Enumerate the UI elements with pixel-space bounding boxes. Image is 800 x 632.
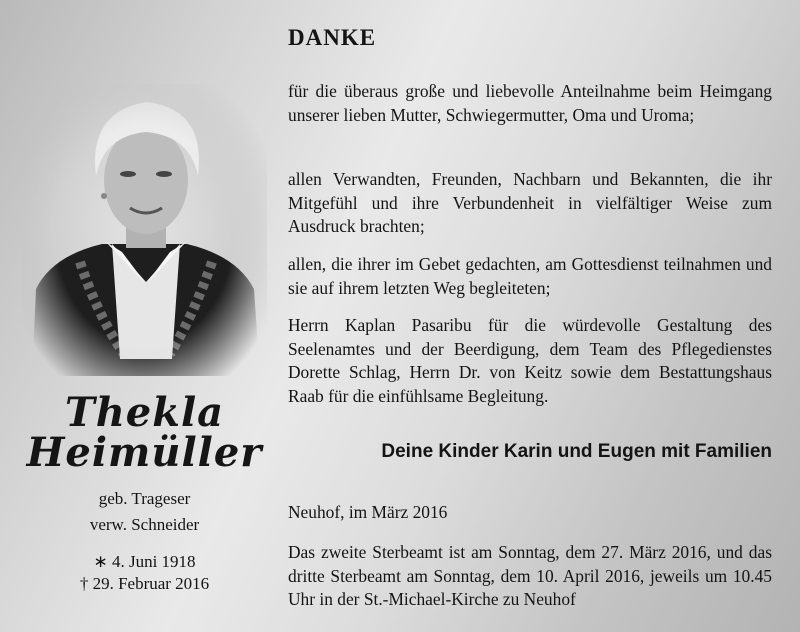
birth-date: ∗ 4. Juni 1918 (93, 552, 196, 571)
life-dates (22, 551, 267, 595)
death-date: † 29. Februar 2016 (79, 574, 210, 593)
paragraph-4: Herrn Kaplan Pasaribu für die würdevolle Gestaltung des Seelenamtes und der Beerdigung, dem Team des Pflegedienstes Dorette Schlag, Herrn Dr. von Keitz sowie dem Bestattungshaus Raab für die einfühlsame Begleitung. (288, 315, 772, 406)
deceased-name (22, 389, 267, 476)
names-info (22, 486, 267, 538)
paragraph-2: allen Verwandten, Freunden, Nachbarn und Bekannten, die ihr Mitgefühl und ihre Verbundenheit in vielfältiger Weise zum Ausdruck brachten; (288, 169, 772, 236)
maiden-name: geb. Trageser (98, 489, 191, 508)
place-date: Neuhof, im März 2016 (288, 502, 448, 522)
heading: DANKE (288, 25, 377, 50)
paragraph-1: für die überaus große und liebevolle Anteilnahme beim Heimgang unserer lieben Mutter, Schwiegermutter, Oma und Uroma; (288, 81, 772, 125)
widowed-name: verw. Schneider (89, 515, 200, 534)
last-name: Heimüller (26, 429, 263, 476)
portrait-photo (22, 84, 267, 376)
first-name: Thekla (64, 389, 225, 436)
signature: Deine Kinder Karin und Eugen mit Familien (381, 441, 772, 462)
paragraph-3: allen, die ihrer im Gebet gedachten, am Gottesdienst teilnahmen und sie auf ihrem letzten Weg begleiteten; (288, 254, 772, 298)
service-notice: Das zweite Sterbeamt ist am Sonntag, dem 27. März 2016, und das dritte Sterbeamt am Sonntag, dem 10. April 2016, jeweils um 10.45 Uhr in der St.-Michael-Kirche zu Neuhof (288, 542, 772, 609)
